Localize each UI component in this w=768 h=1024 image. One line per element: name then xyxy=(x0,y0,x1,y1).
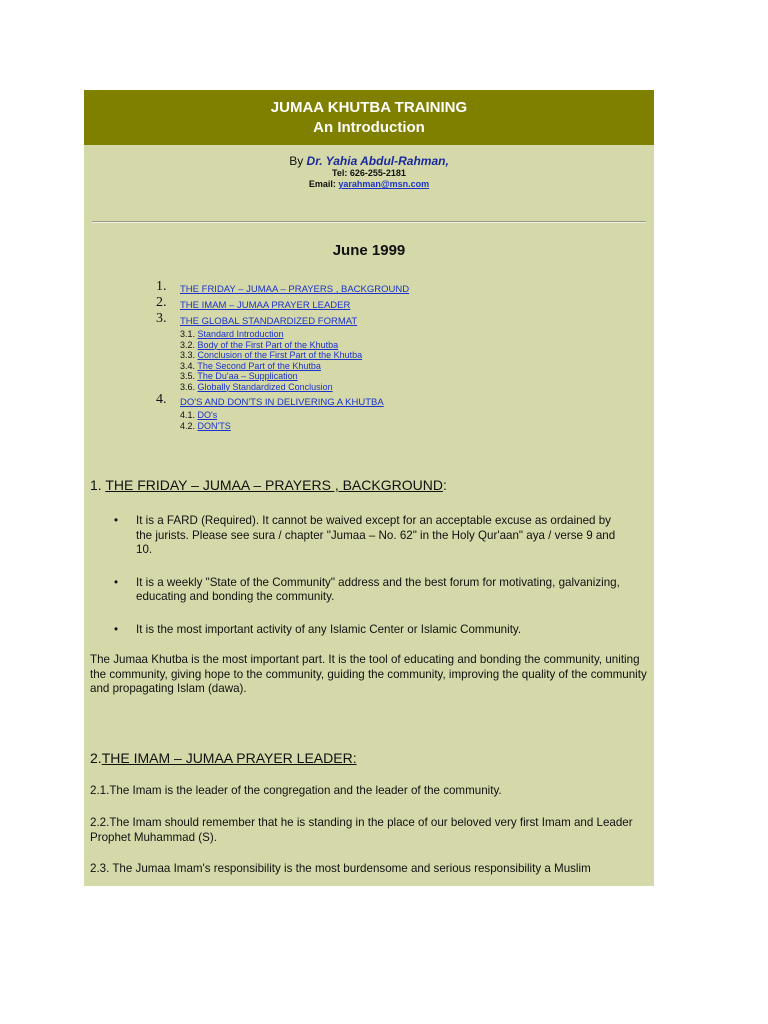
toc-subitem-number: 3.4. xyxy=(180,360,198,371)
toc-link-duaa[interactable]: The Du'aa – Supplication xyxy=(197,371,298,381)
bullet-icon: • xyxy=(114,514,119,527)
section-2-number: 2. xyxy=(90,750,102,766)
bullet-icon: • xyxy=(114,622,119,636)
document-subtitle: An Introduction xyxy=(313,119,425,136)
toc-link-dos-donts[interactable]: DO'S AND DON'TS IN DELIVERING A KHUTBA xyxy=(180,397,384,408)
toc-item-number: 2. xyxy=(156,295,167,310)
toc-subitem-number: 4.2. xyxy=(180,420,198,431)
document-title: JUMAA KHUTBA TRAINING xyxy=(270,99,468,116)
toc-subitem xyxy=(146,340,362,351)
toc-item-2 xyxy=(146,297,362,313)
toc-subitem xyxy=(146,410,362,421)
toc-link-friday-background[interactable]: THE FRIDAY – JUMAA – PRAYERS , BACKGROUND xyxy=(180,284,410,295)
title-banner xyxy=(84,90,654,145)
toc-item-1 xyxy=(146,279,410,297)
bullet-text: It is a weekly "State of the Community" address and the best forum for motivating, galvanizing, educating and bonding the community. xyxy=(136,575,620,603)
toc-item-number: 3. xyxy=(156,311,167,326)
list-item xyxy=(102,514,622,558)
toc-link-conclusion-first-part[interactable]: Conclusion of the First Part of the Khutba xyxy=(197,350,363,360)
toc-subitem-number: 3.5. xyxy=(180,371,198,381)
toc-subitem xyxy=(146,350,362,361)
section-2-paragraph-3: 2.3. The Jumaa Imam's responsibility is the most burdensome and serious responsibility a Muslim xyxy=(90,862,591,875)
list-item xyxy=(102,623,622,638)
toc-link-imam[interactable]: THE IMAM – JUMAA PRAYER LEADER xyxy=(180,300,351,311)
section-2-heading xyxy=(90,750,357,766)
toc-link-global-format[interactable]: THE GLOBAL STANDARDIZED FORMAT xyxy=(180,316,358,327)
document-date: June 1999 xyxy=(332,242,406,259)
toc-link-dos[interactable]: DO's xyxy=(197,410,218,420)
toc-subitem xyxy=(146,382,362,393)
author-email-line xyxy=(84,179,654,190)
toc-item-3 xyxy=(146,313,362,329)
toc-subitem-number: 3.3. xyxy=(180,350,198,360)
toc-subitem xyxy=(146,329,362,340)
toc-subitem-number: 3.6. xyxy=(180,381,198,392)
list-item xyxy=(102,576,622,605)
section-1-heading xyxy=(90,477,447,493)
section-2-paragraph-2: 2.2.The Imam should remember that he is standing in the place of our beloved very first Imam and Leader Prophet Muhammad (S). xyxy=(90,816,633,844)
section-1-colon: : xyxy=(442,477,447,493)
author-name: Dr. Yahia Abdul-Rahman, xyxy=(306,154,449,168)
toc-link-standard-introduction[interactable]: Standard Introduction xyxy=(197,329,284,339)
section-1-bullet-list xyxy=(102,514,622,637)
toc-link-second-part[interactable]: The Second Part of the Khutba xyxy=(197,360,321,371)
toc-subitem xyxy=(146,361,362,372)
toc-item-number: 4. xyxy=(156,392,167,407)
bullet-text: It is a FARD (Required). It cannot be waived except for an acceptable excuse as ordained by the jurists. Please see sura / chapter "Jumaa – No. 62" in the Holy Qur'aan" aya / verse 9 and 10. xyxy=(136,514,616,556)
toc-link-body-first-part[interactable]: Body of the First Part of the Khutba xyxy=(197,339,339,350)
toc-subitem-number: 4.1. xyxy=(180,410,198,420)
toc-link-global-conclusion[interactable]: Globally Standardized Conclusion xyxy=(197,381,333,392)
bullet-text: It is the most important activity of any Islamic Center or Islamic Community. xyxy=(136,622,522,636)
by-prefix: By xyxy=(289,154,307,168)
toc-link-donts[interactable]: DON'TS xyxy=(197,420,231,431)
section-1-paragraph: The Jumaa Khutba is the most important part. It is the tool of educating and bonding the community, uniting the community, giving hope to the community, guiding the community, improving the quality of the community and propagating Islam (dawa). xyxy=(90,653,647,695)
byline xyxy=(84,154,654,168)
section-2-paragraph-1: 2.1.The Imam is the leader of the congregation and the leader of the community. xyxy=(90,784,502,797)
section-2-title: THE IMAM – JUMAA PRAYER LEADER: xyxy=(101,750,357,766)
document-page xyxy=(84,90,654,886)
toc-item-4 xyxy=(146,392,384,410)
author-tel: Tel: 626-255-2181 xyxy=(332,168,406,178)
section-1-title: THE FRIDAY – JUMAA – PRAYERS , BACKGROUND xyxy=(105,477,443,493)
toc-subitem-number: 3.2. xyxy=(180,339,198,350)
email-link[interactable]: yarahman@msn.com xyxy=(338,179,430,189)
toc-subitem xyxy=(146,371,362,382)
email-label: Email: xyxy=(308,179,339,189)
horizontal-divider xyxy=(92,221,646,223)
toc-item-number: 1. xyxy=(156,279,167,294)
toc-subitem xyxy=(146,421,362,432)
table-of-contents xyxy=(146,279,410,431)
section-1-number: 1. xyxy=(90,477,106,493)
bullet-icon: • xyxy=(114,575,119,589)
toc-subitem-number: 3.1. xyxy=(180,329,198,339)
